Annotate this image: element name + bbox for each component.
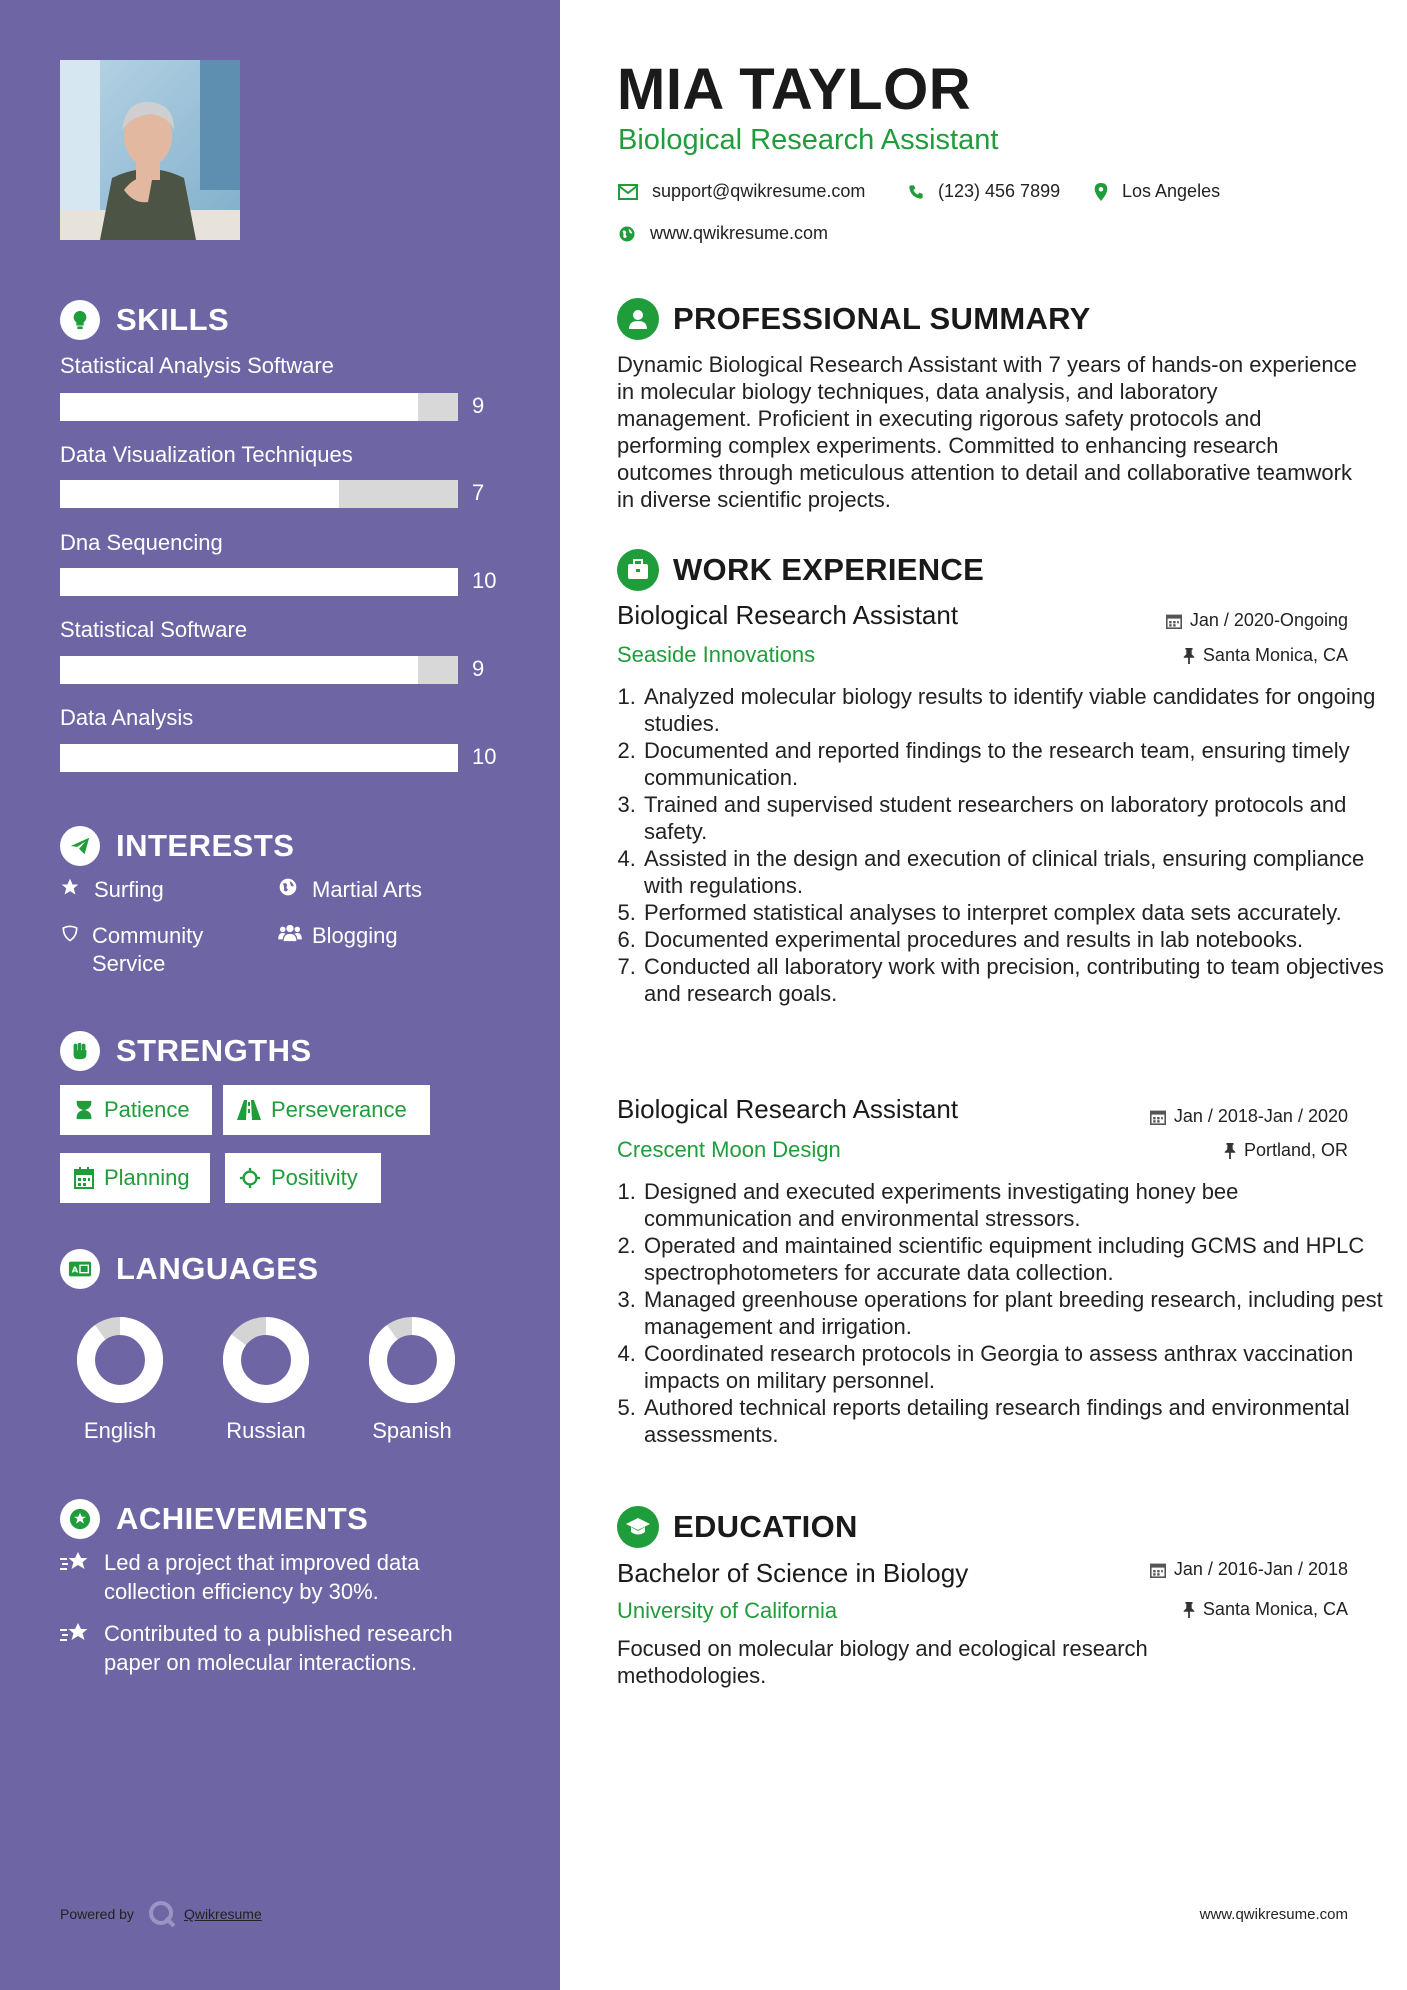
language-label: English	[83, 1418, 157, 1443]
language-label: Russian	[226, 1418, 306, 1443]
strength-label: Planning	[104, 1165, 190, 1190]
languages-title: LANGUAGES	[116, 1251, 319, 1286]
strength-badge	[223, 1085, 430, 1135]
strengths-heading	[60, 1031, 312, 1071]
interest-item	[278, 876, 422, 904]
duty-item: 4. Assisted in the design and execution of clinical trials, ensuring compliance with regulations.	[642, 845, 1392, 899]
school-name: University of California	[617, 1598, 838, 1623]
footer-url[interactable]: www.qwikresume.com	[1199, 1906, 1348, 1923]
duty-item: 3. Managed greenhouse operations for plant breeding research, including pest management and irrigation.	[642, 1286, 1392, 1340]
graduation-cap-icon	[617, 1506, 659, 1548]
sidebar	[0, 0, 560, 1990]
duty-item: 4. Coordinated research protocols in Georgia to assess anthrax vaccination impacts on military personnel.	[642, 1340, 1392, 1394]
education-location	[1183, 1599, 1348, 1620]
skill-level: 9	[472, 393, 485, 418]
language-ring	[76, 1316, 164, 1404]
candidate-name: MIA TAYLOR	[617, 57, 972, 122]
powered-by-label: Powered by	[60, 1906, 134, 1922]
strengths-title: STRENGTHS	[116, 1033, 312, 1068]
skill-bar-fill	[60, 480, 339, 508]
language-label: Spanish	[372, 1418, 452, 1443]
contact-phone	[908, 181, 1060, 202]
skill-bar-fill	[60, 393, 418, 421]
job-duties	[617, 1178, 1392, 1448]
duty-item: 5. Performed statistical analyses to interpret complex data sets accurately.	[642, 899, 1392, 926]
interests-title: INTERESTS	[116, 828, 295, 863]
strength-badge	[60, 1085, 212, 1135]
job-title: Biological Research Assistant	[617, 600, 959, 630]
paper-plane-icon	[60, 826, 100, 866]
language-item	[60, 1316, 180, 1444]
achievement-text: Contributed to a published research paper on molecular interactions.	[104, 1621, 453, 1675]
skill-label: Data Analysis	[60, 705, 194, 730]
achievement-item	[60, 1619, 500, 1677]
degree-title: Bachelor of Science in Biology	[617, 1558, 969, 1588]
calendar-icon	[74, 1167, 94, 1189]
sun-icon	[239, 1167, 261, 1189]
skill-bar-fill	[60, 744, 458, 772]
pushpin-icon	[1183, 648, 1195, 664]
interests-heading	[60, 826, 294, 866]
interest-label: Martial Arts	[312, 877, 423, 902]
languages-heading	[60, 1249, 319, 1289]
globe-icon	[618, 225, 636, 243]
contact-website	[618, 223, 828, 244]
job-location-text: Portland, OR	[1243, 1140, 1348, 1160]
qwikresume-link[interactable]: Qwikresume	[183, 1906, 262, 1922]
skill-label: Data Visualization Techniques	[60, 442, 353, 467]
phone-text[interactable]: (123) 456 7899	[938, 181, 1061, 201]
language-item	[352, 1316, 472, 1444]
interest-label: Surfing	[94, 877, 164, 902]
skills-title: SKILLS	[116, 302, 230, 337]
calendar-icon	[1150, 1109, 1166, 1125]
skills-heading	[60, 300, 229, 340]
profile-photo	[60, 60, 240, 240]
job-company: Crescent Moon Design	[617, 1137, 841, 1162]
duty-item: 2. Documented and reported findings to the research team, ensuring timely communication.	[642, 737, 1392, 791]
duty-item: 2. Operated and maintained scientific equipment including GCMS and HPLC spectrophotometers for accurate data collection.	[642, 1232, 1392, 1286]
calendar-icon	[1150, 1562, 1166, 1578]
education-dates-text: Jan / 2016-Jan / 2018	[1173, 1559, 1348, 1579]
envelope-icon	[618, 184, 638, 200]
duty-item: 3. Trained and supervised student researchers on laboratory protocols and safety.	[642, 791, 1392, 845]
skill-label: Statistical Software	[60, 617, 248, 642]
interest-item	[60, 876, 164, 904]
main-content	[560, 0, 1407, 1990]
strength-label: Patience	[104, 1097, 190, 1122]
experience-heading	[617, 549, 984, 591]
trophy-star-icon	[60, 1499, 100, 1539]
interest-item	[60, 922, 240, 978]
skill-level: 10	[472, 568, 497, 593]
duty-item: 6. Documented experimental procedures and results in lab notebooks.	[642, 926, 1392, 953]
interest-label: Community Service	[92, 923, 204, 976]
skill-bar	[60, 393, 458, 421]
briefcase-icon	[617, 549, 659, 591]
road-icon	[237, 1100, 261, 1120]
skill-bar-fill	[60, 568, 458, 596]
strength-label: Perseverance	[271, 1097, 407, 1122]
education-location-text: Santa Monica, CA	[1202, 1599, 1348, 1619]
job-dates-text: Jan / 2018-Jan / 2020	[1173, 1106, 1348, 1126]
skill-label: Statistical Analysis Software	[60, 353, 334, 378]
email-text[interactable]: support@qwikresume.com	[652, 181, 866, 201]
education-title: EDUCATION	[673, 1509, 858, 1544]
job-location	[1224, 1140, 1348, 1161]
language-icon	[60, 1249, 100, 1289]
lightbulb-icon	[60, 300, 100, 340]
star-award-icon	[60, 1619, 90, 1677]
skill-bar-fill	[60, 656, 418, 684]
job-dates	[1150, 1106, 1348, 1127]
skill-level: 9	[472, 656, 485, 681]
job-dates-text: Jan / 2020-Ongoing	[1189, 610, 1348, 630]
interest-label: Blogging	[312, 923, 398, 948]
language-item	[206, 1316, 326, 1444]
skill-level: 7	[472, 480, 485, 505]
user-icon	[617, 298, 659, 340]
job-duties	[617, 683, 1392, 1007]
education-dates	[1150, 1559, 1348, 1580]
star-award-icon	[60, 1548, 90, 1606]
strength-badge	[225, 1153, 381, 1203]
users-icon	[278, 922, 300, 950]
language-ring-fill	[378, 1326, 446, 1394]
globe-icon	[278, 876, 300, 904]
shield-icon	[60, 922, 80, 950]
hourglass-icon	[74, 1099, 94, 1121]
education-heading	[617, 1506, 858, 1548]
job-company: Seaside Innovations	[617, 642, 816, 667]
language-ring	[222, 1316, 310, 1404]
language-ring	[368, 1316, 456, 1404]
skill-bar	[60, 744, 458, 772]
duty-item: 1. Designed and executed experiments investigating honey bee communication and environmental stressors.	[642, 1178, 1392, 1232]
job-dates	[1166, 610, 1348, 631]
job-location-text: Santa Monica, CA	[1202, 645, 1348, 665]
language-ring-fill	[86, 1326, 154, 1394]
star-icon	[60, 876, 82, 904]
summary-heading	[617, 298, 1091, 340]
pushpin-icon	[1224, 1143, 1236, 1159]
achievement-text: Led a project that improved data collection efficiency by 30%.	[104, 1550, 420, 1604]
duty-item: 7. Conducted all laboratory work with precision, contributing to team objectives and research goals.	[642, 953, 1392, 1007]
phone-icon	[908, 184, 924, 200]
contact-location	[1094, 181, 1220, 202]
powered-by	[60, 1900, 262, 1928]
achievement-item	[60, 1548, 500, 1606]
achievements-heading	[60, 1499, 368, 1539]
qwikresume-logo-icon	[148, 1900, 176, 1928]
contact-email	[618, 181, 865, 202]
job-location	[1183, 645, 1348, 666]
skill-label: Dna Sequencing	[60, 530, 223, 555]
duty-item: 1. Analyzed molecular biology results to identify viable candidates for ongoing studies.	[642, 683, 1392, 737]
strength-label: Positivity	[271, 1165, 358, 1190]
candidate-role: Biological Research Assistant	[618, 124, 999, 156]
website-text[interactable]: www.qwikresume.com	[650, 223, 829, 243]
job-title: Biological Research Assistant	[617, 1094, 959, 1124]
interest-item	[278, 922, 398, 950]
education-description: Focused on molecular biology and ecological research methodologies.	[617, 1636, 1148, 1688]
experience-title: WORK EXPERIENCE	[673, 552, 985, 587]
skill-bar	[60, 656, 458, 684]
location-text: Los Angeles	[1122, 181, 1221, 201]
summary-text: Dynamic Biological Research Assistant with 7 years of hands-on experience in molecular biology techniques, data analysis, and laboratory management. Proficient in executing rigorous safety protocols and performing complex experiments. Committed to enhancing research outcomes through meticulous attention to detail and collaborative teamwork in diverse scientific projects.	[617, 352, 1357, 512]
fist-icon	[60, 1031, 100, 1071]
skill-bar	[60, 568, 458, 596]
skill-bar	[60, 480, 458, 508]
skill-level: 10	[472, 744, 497, 769]
map-pin-icon	[1094, 183, 1108, 201]
duty-item: 5. Authored technical reports detailing research findings and environmental assessments.	[642, 1394, 1392, 1448]
pushpin-icon	[1183, 1602, 1195, 1618]
svg-text:A: A	[71, 1264, 79, 1275]
strength-badge	[60, 1153, 210, 1203]
achievements-title: ACHIEVEMENTS	[116, 1501, 369, 1536]
calendar-icon	[1166, 613, 1182, 629]
summary-title: PROFESSIONAL SUMMARY	[673, 301, 1091, 336]
